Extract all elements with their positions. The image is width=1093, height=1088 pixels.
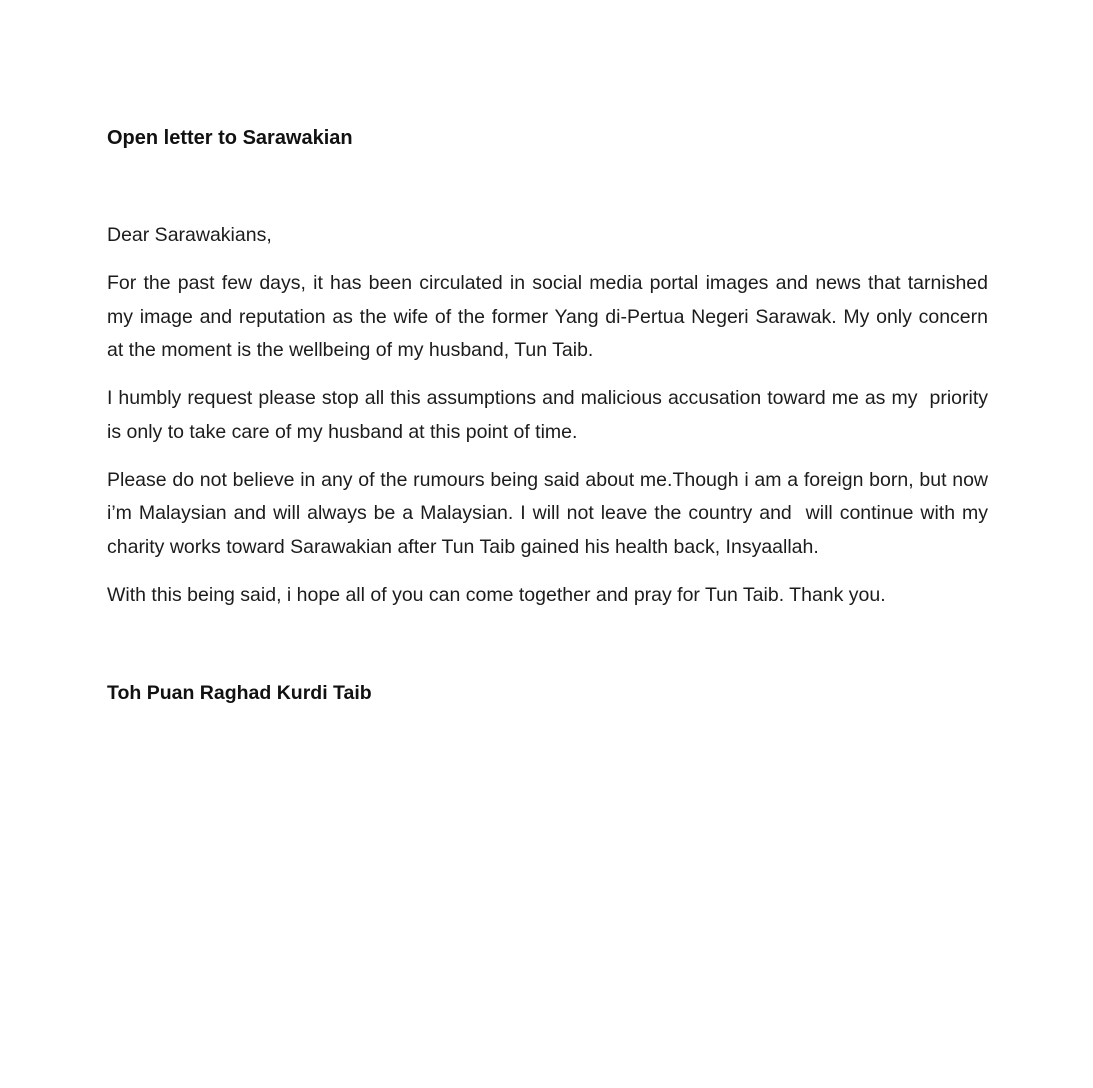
letter-signature: Toh Puan Raghad Kurdi Taib	[107, 682, 372, 704]
letter-paragraph-1: For the past few days, it has been circulated in social media portal images and news that tarnished my image and reputation as the wife of the former Yang di-Pertua Negeri Sarawak. My only concern at the moment is the wellbeing of my husband, Tun Taib.	[107, 272, 994, 361]
letter-paragraph-2: I humbly request please stop all this assumptions and malicious accusation toward me as my priority is only to take care of my husband at this point of time.	[107, 387, 994, 443]
letter-body	[107, 122, 994, 711]
letter-title: Open letter to Sarawakian	[107, 127, 353, 149]
letter-salutation: Dear Sarawakians,	[107, 224, 272, 246]
letter-paragraph-3: Please do not believe in any of the rumours being said about me.Though i am a foreign born, but now i’m Malaysian and will always be a Malaysian. I will not leave the country and will continue with my charity works toward Sarawakian after Tun Taib gained his health back, Insyaallah.	[107, 468, 994, 558]
letter-paragraph-4: With this being said, i hope all of you can come together and pray for Tun Taib. Thank you.	[107, 583, 886, 606]
